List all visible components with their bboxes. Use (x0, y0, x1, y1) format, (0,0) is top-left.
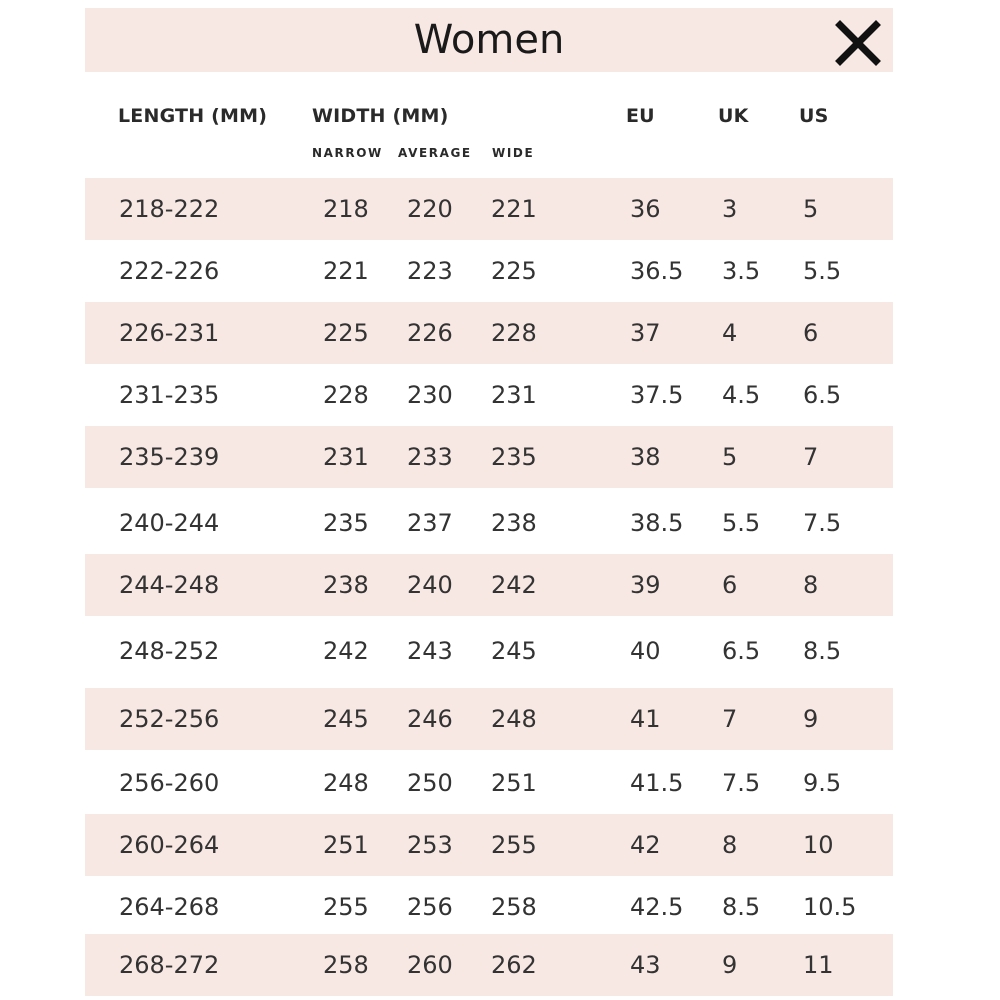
table-row (85, 492, 893, 554)
cell-us: 8 (803, 571, 819, 599)
table-row (85, 620, 893, 682)
cell-average: 246 (407, 705, 453, 733)
cell-uk: 6 (722, 571, 738, 599)
page-title: Women (413, 17, 565, 63)
cell-length: 222-226 (119, 257, 220, 285)
close-button[interactable] (831, 16, 885, 70)
cell-uk: 9 (722, 951, 738, 979)
header-uk: UK (718, 105, 749, 127)
table-row (85, 934, 893, 996)
cell-uk: 3 (722, 195, 738, 223)
cell-length: 260-264 (119, 831, 220, 859)
cell-wide: 251 (491, 769, 537, 797)
cell-eu: 42.5 (630, 893, 684, 921)
close-icon (831, 16, 885, 70)
cell-length: 218-222 (119, 195, 220, 223)
cell-eu: 43 (630, 951, 661, 979)
cell-narrow: 218 (323, 195, 369, 223)
cell-average: 243 (407, 637, 453, 665)
cell-us: 5 (803, 195, 819, 223)
cell-narrow: 255 (323, 893, 369, 921)
cell-us: 7.5 (803, 509, 842, 537)
cell-wide: 231 (491, 381, 537, 409)
cell-wide: 242 (491, 571, 537, 599)
cell-length: 256-260 (119, 769, 220, 797)
cell-uk: 8 (722, 831, 738, 859)
cell-length: 252-256 (119, 705, 220, 733)
cell-uk: 7.5 (722, 769, 761, 797)
cell-us: 10 (803, 831, 834, 859)
cell-uk: 5 (722, 443, 738, 471)
cell-narrow: 245 (323, 705, 369, 733)
cell-average: 240 (407, 571, 453, 599)
cell-eu: 37 (630, 319, 661, 347)
cell-eu: 42 (630, 831, 661, 859)
cell-wide: 258 (491, 893, 537, 921)
cell-narrow: 225 (323, 319, 369, 347)
cell-length: 231-235 (119, 381, 220, 409)
cell-average: 226 (407, 319, 453, 347)
cell-us: 6 (803, 319, 819, 347)
cell-uk: 7 (722, 705, 738, 733)
cell-length: 235-239 (119, 443, 220, 471)
cell-us: 10.5 (803, 893, 857, 921)
cell-narrow: 238 (323, 571, 369, 599)
cell-narrow: 228 (323, 381, 369, 409)
table-row (85, 364, 893, 426)
cell-eu: 41.5 (630, 769, 684, 797)
cell-average: 253 (407, 831, 453, 859)
table-row (85, 752, 893, 814)
subheader-narrow: NARROW (312, 146, 383, 160)
cell-average: 256 (407, 893, 453, 921)
header-width: WIDTH (MM) (312, 105, 449, 127)
cell-narrow: 258 (323, 951, 369, 979)
cell-average: 223 (407, 257, 453, 285)
cell-length: 226-231 (119, 319, 220, 347)
cell-uk: 4 (722, 319, 738, 347)
cell-eu: 36.5 (630, 257, 684, 285)
cell-length: 240-244 (119, 509, 220, 537)
table-row (85, 554, 893, 616)
cell-length: 268-272 (119, 951, 220, 979)
cell-length: 244-248 (119, 571, 220, 599)
cell-wide: 225 (491, 257, 537, 285)
cell-wide: 235 (491, 443, 537, 471)
subheader-average: AVERAGE (398, 146, 472, 160)
cell-average: 220 (407, 195, 453, 223)
header-us: US (799, 105, 829, 127)
cell-uk: 8.5 (722, 893, 761, 921)
cell-eu: 38 (630, 443, 661, 471)
cell-average: 233 (407, 443, 453, 471)
header-eu: EU (626, 105, 655, 127)
table-row (85, 178, 893, 240)
size-chart-panel (85, 8, 893, 996)
cell-us: 9.5 (803, 769, 842, 797)
cell-uk: 4.5 (722, 381, 761, 409)
cell-eu: 41 (630, 705, 661, 733)
table-row (85, 240, 893, 302)
table-row (85, 426, 893, 488)
table-row (85, 302, 893, 364)
cell-uk: 5.5 (722, 509, 761, 537)
cell-uk: 3.5 (722, 257, 761, 285)
header-length: LENGTH (MM) (118, 105, 268, 127)
cell-us: 9 (803, 705, 819, 733)
cell-narrow: 231 (323, 443, 369, 471)
cell-length: 248-252 (119, 637, 220, 665)
cell-narrow: 235 (323, 509, 369, 537)
cell-us: 6.5 (803, 381, 842, 409)
cell-wide: 221 (491, 195, 537, 223)
cell-wide: 262 (491, 951, 537, 979)
cell-wide: 238 (491, 509, 537, 537)
cell-us: 5.5 (803, 257, 842, 285)
cell-wide: 228 (491, 319, 537, 347)
cell-us: 7 (803, 443, 819, 471)
cell-average: 260 (407, 951, 453, 979)
cell-length: 264-268 (119, 893, 220, 921)
cell-us: 11 (803, 951, 834, 979)
cell-average: 250 (407, 769, 453, 797)
cell-average: 237 (407, 509, 453, 537)
cell-eu: 36 (630, 195, 661, 223)
cell-eu: 40 (630, 637, 661, 665)
subheader-wide: WIDE (492, 146, 535, 160)
cell-narrow: 251 (323, 831, 369, 859)
table-row (85, 688, 893, 750)
table-row (85, 814, 893, 876)
cell-uk: 6.5 (722, 637, 761, 665)
cell-wide: 245 (491, 637, 537, 665)
cell-us: 8.5 (803, 637, 842, 665)
cell-eu: 38.5 (630, 509, 684, 537)
cell-narrow: 221 (323, 257, 369, 285)
cell-eu: 39 (630, 571, 661, 599)
cell-average: 230 (407, 381, 453, 409)
cell-eu: 37.5 (630, 381, 684, 409)
table-row (85, 876, 893, 938)
cell-narrow: 242 (323, 637, 369, 665)
cell-wide: 255 (491, 831, 537, 859)
cell-wide: 248 (491, 705, 537, 733)
cell-narrow: 248 (323, 769, 369, 797)
